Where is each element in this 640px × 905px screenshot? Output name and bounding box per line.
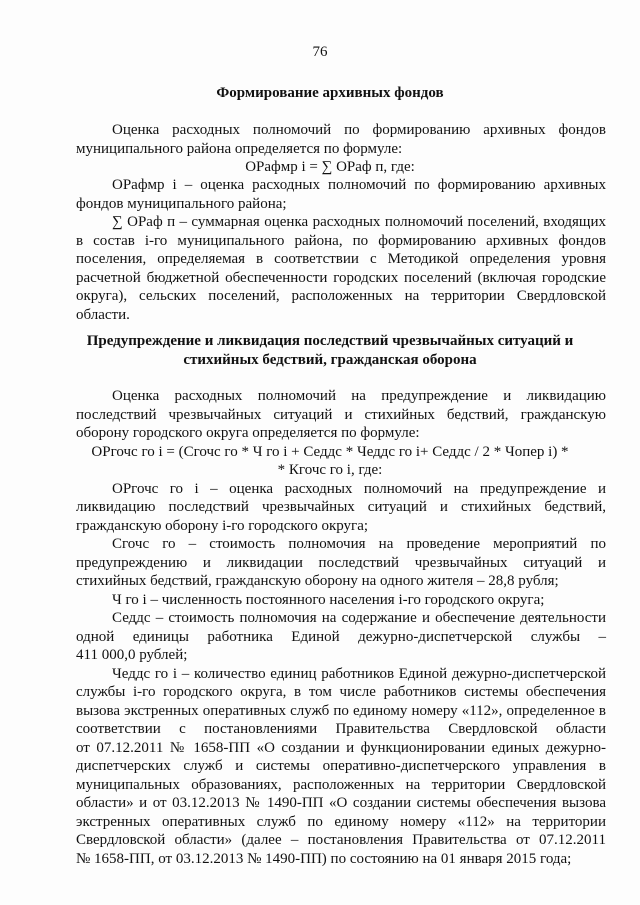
- paragraph-line: фондов муниципального района;: [76, 196, 287, 212]
- paragraph-line: диспетчерских служб и системы оперативно-диспетчерского управления в: [76, 758, 606, 774]
- paragraph-line: одной единицы работника Единой дежурно-диспетчерской службы –: [76, 629, 606, 645]
- paragraph-line: поселения, определяемая в соответствии с Методикой определения уровня: [76, 251, 606, 267]
- formula-line: ОРгочс го i = (Сгочс го * Ч го i + Седдс * Чеддс го i+ Седдс / 2 * Чопер i) *: [91, 444, 569, 460]
- paragraph-line: последствий чрезвычайных ситуаций и стихийных бедствий, гражданскую: [76, 407, 606, 423]
- paragraph-line: муниципальных образованиях, расположенных на территории Свердловской: [76, 777, 606, 793]
- paragraph-line: ликвидацию последствий чрезвычайных ситуаций и стихийных бедствий,: [76, 499, 606, 515]
- page-number: 76: [312, 44, 328, 60]
- paragraph-line: в состав i-го муниципального района, по формированию архивных фондов: [76, 233, 606, 249]
- paragraph-line: Ч го i – численность постоянного населения i-го городского округа;: [112, 592, 545, 608]
- paragraph-line: гражданскую оборону i-го городского округа;: [76, 518, 369, 534]
- paragraph-line: области.: [76, 307, 130, 323]
- paragraph-line: округа), сельских поселений, расположенных на территории Свердловской: [76, 288, 606, 304]
- section-heading-emergency: стихийных бедствий, гражданская оборона: [183, 352, 477, 368]
- paragraph-line: области» и от 03.12.2013 № 1490-ПП «О создании системы обеспечения вызова: [76, 795, 606, 811]
- paragraph-line: экстренных оперативных служб по единому номеру «112» на территории: [76, 814, 606, 830]
- paragraph-line: Оценка расходных полномочий по формированию архивных фондов: [112, 122, 606, 138]
- paragraph-line: 411 000,0 рублей;: [76, 647, 188, 663]
- paragraph-line: от 07.12.2011 № 1658-ПП «О создании и функционировании единых дежурно-: [76, 740, 606, 756]
- formula-line: * Кгочс го i, где:: [277, 462, 383, 478]
- paragraph-line: № 1658-ПП, от 03.12.2013 № 1490-ПП) по состоянию на 01 января 2015 года;: [76, 851, 572, 867]
- paragraph-line: Оценка расходных полномочий на предупреждение и ликвидацию: [112, 388, 606, 404]
- paragraph-line: ∑ ОРаф п – суммарная оценка расходных полномочий поселений, входящих: [112, 214, 606, 230]
- paragraph-line: ОРгочс го i – оценка расходных полномочий на предупреждение и: [112, 481, 606, 497]
- paragraph-line: муниципального района определяется по формуле:: [76, 141, 403, 157]
- paragraph-line: предупреждению и ликвидации последствий чрезвычайных ситуаций и: [76, 555, 606, 571]
- section-heading-emergency: Предупреждение и ликвидация последствий чрезвычайных ситуаций и: [86, 333, 574, 349]
- paragraph-line: соответствии с постановлениями Правительства Свердловской области: [76, 721, 606, 737]
- paragraph-line: Чеддс го i – количество единиц работников Единой дежурно-диспетчерской: [112, 666, 606, 682]
- paragraph-line: Сгочс го – стоимость полномочия на проведение мероприятий по: [112, 536, 606, 552]
- paragraph-line: оборону городского округа определяется по формуле:: [76, 425, 420, 441]
- paragraph-line: расчетной бюджетной обеспеченности городских поселений (включая городские: [76, 270, 606, 286]
- paragraph-line: службы i-го городского округа, в том числе работников системы обеспечения: [76, 684, 606, 700]
- paragraph-line: Седдс – стоимость полномочия на содержание и обеспечение деятельности: [112, 610, 606, 626]
- section-heading-archives: Формирование архивных фондов: [216, 85, 444, 101]
- paragraph-line: стихийных бедствий, гражданскую оборону на одного жителя – 28,8 рубля;: [76, 573, 559, 589]
- paragraph-line: Свердловской области» (далее – постановления Правительства от 07.12.2011: [76, 832, 606, 848]
- paragraph-line: вызова экстренных оперативных служб по единому номеру «112», определенное в: [76, 703, 606, 719]
- paragraph-line: ОРафмр i – оценка расходных полномочий по формированию архивных: [112, 177, 606, 193]
- formula-line: ОРафмр i = ∑ ОРаф п, где:: [245, 159, 415, 175]
